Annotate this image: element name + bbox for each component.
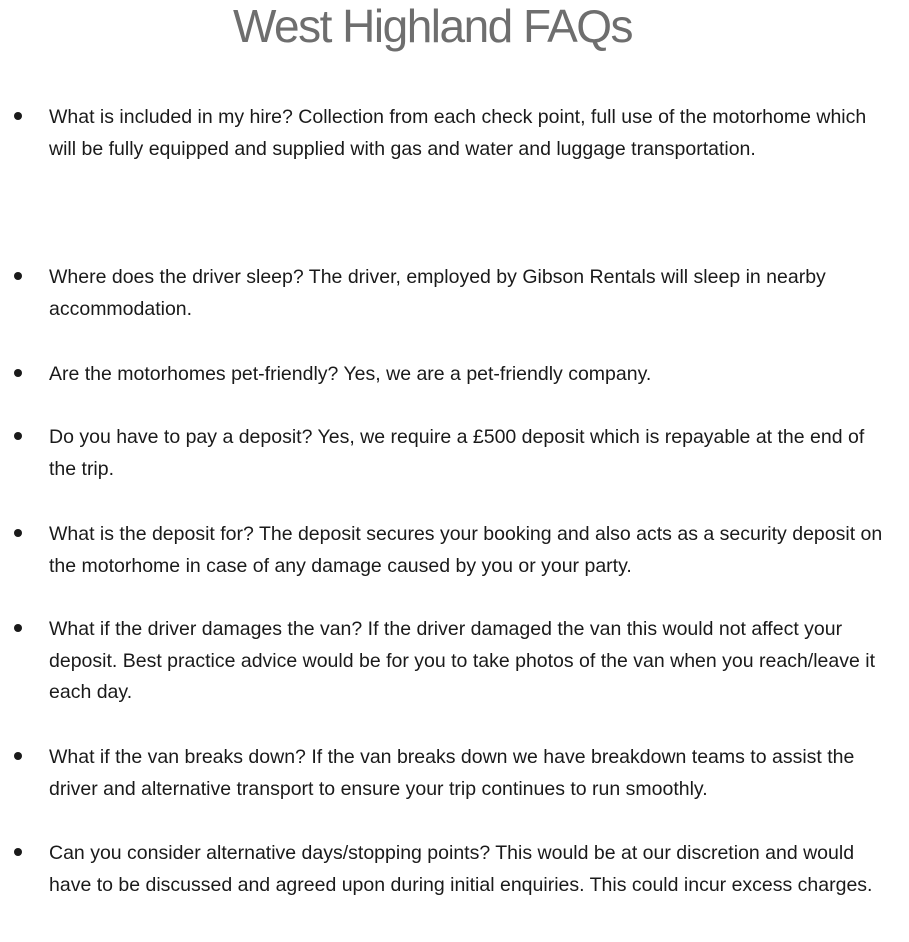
faq-text xyxy=(49,262,894,325)
faq-question: Do you have to pay a deposit? xyxy=(49,426,313,448)
faq-answer: If the van breaks down we have breakdown teams to assist the driver and alternative transport to ensure your trip continues to run smoothly. xyxy=(49,746,855,800)
faq-text xyxy=(49,742,894,805)
bullet-icon xyxy=(14,529,22,537)
bullet-icon xyxy=(14,272,22,280)
faq-text xyxy=(49,614,894,709)
faq-answer: Collection from each check point, full use of the motorhome which will be fully equipped and supplied with gas and water and luggage transportation. xyxy=(49,106,867,160)
bullet-icon xyxy=(14,369,22,377)
page-title: West Highland FAQs xyxy=(232,0,633,52)
faq-question: What if the driver damages the van? xyxy=(49,618,363,640)
faq-answer: The deposit secures your booking and also acts as a security deposit on the motorhome in case of any damage caused by you or your party. xyxy=(49,523,883,577)
bullet-icon xyxy=(14,624,22,632)
faq-text xyxy=(49,519,894,582)
faq-text xyxy=(49,838,894,901)
faq-question: Can you consider alternative days/stopping points? xyxy=(49,842,491,864)
faq-question: Are the motorhomes pet-friendly? xyxy=(49,363,339,385)
faq-answer: Yes, we require a £500 deposit which is repayable at the end of the trip. xyxy=(49,426,865,480)
faq-question: What is the deposit for? xyxy=(49,523,254,545)
faq-text xyxy=(49,422,894,485)
bullet-icon xyxy=(14,752,22,760)
faq-answer: This would be at our discretion and would have to be discussed and agreed upon during initial enquiries. This could incur excess charges. xyxy=(49,842,873,896)
faq-question: What is included in my hire? xyxy=(49,106,293,128)
faq-question: What if the van breaks down? xyxy=(49,746,306,768)
bullet-icon xyxy=(14,112,22,120)
faq-answer: The driver, employed by Gibson Rentals will sleep in nearby accommodation. xyxy=(49,266,826,320)
bullet-icon xyxy=(14,432,22,440)
bullet-icon xyxy=(14,848,22,856)
faq-question: Where does the driver sleep? xyxy=(49,266,304,288)
faq-answer: Yes, we are a pet-friendly company. xyxy=(343,363,652,385)
faq-text xyxy=(49,359,894,391)
faq-answer: If the driver damaged the van this would not affect your deposit. Best practice advice would be for you to take photos of the van when you reach/leave it each day. xyxy=(49,618,875,703)
faq-text xyxy=(49,102,894,165)
